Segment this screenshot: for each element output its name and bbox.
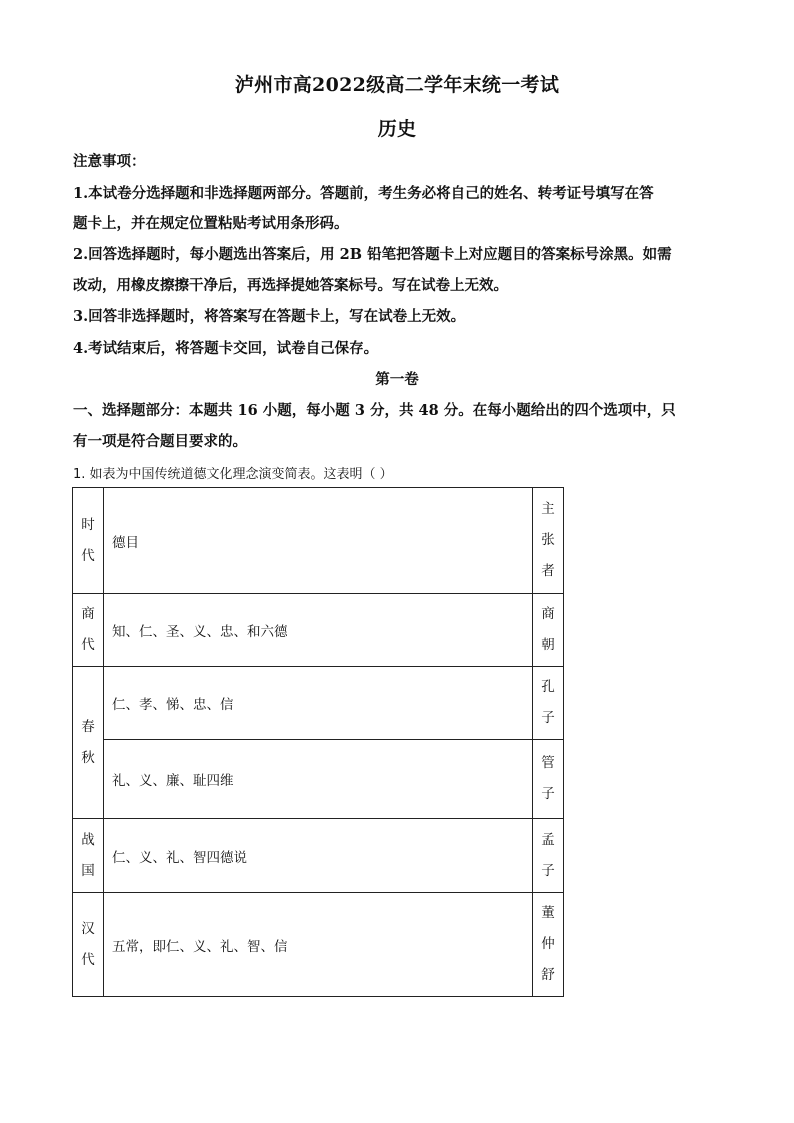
person-cell: 孔子 — [533, 667, 564, 740]
table-row — [73, 740, 564, 819]
person-cell: 孟子 — [533, 819, 564, 893]
era-cell: 战国 — [73, 819, 104, 893]
virtue-cell: 知、仁、圣、义、忠、和六德 — [104, 594, 533, 667]
era-cell: 春秋 — [73, 667, 104, 819]
section-intro-2: 有一项是符合题目要求的。 — [73, 433, 247, 450]
notice-line-1: 1.本试卷分选择题和非选择题两部分。答题前，考生务必将自己的姓名、转考证号填写在答 — [73, 185, 654, 202]
exam-subject: 历史 — [377, 118, 417, 140]
notice-heading: 注意事项： — [73, 153, 146, 170]
question-1-stem: 1. 如表为中国传统道德文化理念演变简表。这表明（ ） — [73, 467, 393, 482]
table-row — [73, 667, 564, 740]
virtue-cell: 仁、孝、悌、忠、信 — [104, 667, 533, 740]
notice-line-3: 2.回答选择题时，每小题选出答案后，用 2B 铅笔把答题卡上对应题目的答案标号涂黑。如需 — [73, 246, 672, 263]
era-cell: 汉代 — [73, 893, 104, 997]
notice-line-5: 3.回答非选择题时，将答案写在答题卡上，写在试卷上无效。 — [73, 308, 466, 325]
notice-line-2: 题卡上，并在规定位置粘贴考试用条形码。 — [73, 215, 349, 232]
exam-title: 泸州市高2022级高二学年末统一考试 — [234, 74, 560, 96]
header-person: 主张者 — [533, 488, 564, 594]
virtue-cell: 五常，即仁、义、礼、智、信 — [104, 893, 533, 997]
table-header-row — [73, 488, 564, 594]
notice-line-4: 改动，用橡皮擦擦干净后，再选择提她答案标号。写在试卷上无效。 — [73, 277, 508, 294]
section-intro-1: 一、选择题部分：本题共 16 小题，每小题 3 分，共 48 分。在每小题给出的四个选项中，只 — [73, 402, 676, 419]
notice-line-6: 4.考试结束后，将答题卡交回，试卷自己保存。 — [73, 340, 379, 357]
morality-table — [72, 487, 564, 997]
header-virtue: 德目 — [104, 488, 533, 594]
table-row — [73, 594, 564, 667]
person-cell: 管子 — [533, 740, 564, 819]
table-row — [73, 893, 564, 997]
era-cell: 商代 — [73, 594, 104, 667]
person-cell: 董仲舒 — [533, 893, 564, 997]
table-row — [73, 819, 564, 893]
virtue-cell: 礼、义、廉、耻四维 — [104, 740, 533, 819]
header-era: 时代 — [73, 488, 104, 594]
volume-heading: 第一卷 — [375, 371, 419, 388]
virtue-cell: 仁、义、礼、智四德说 — [104, 819, 533, 893]
person-cell: 商朝 — [533, 594, 564, 667]
